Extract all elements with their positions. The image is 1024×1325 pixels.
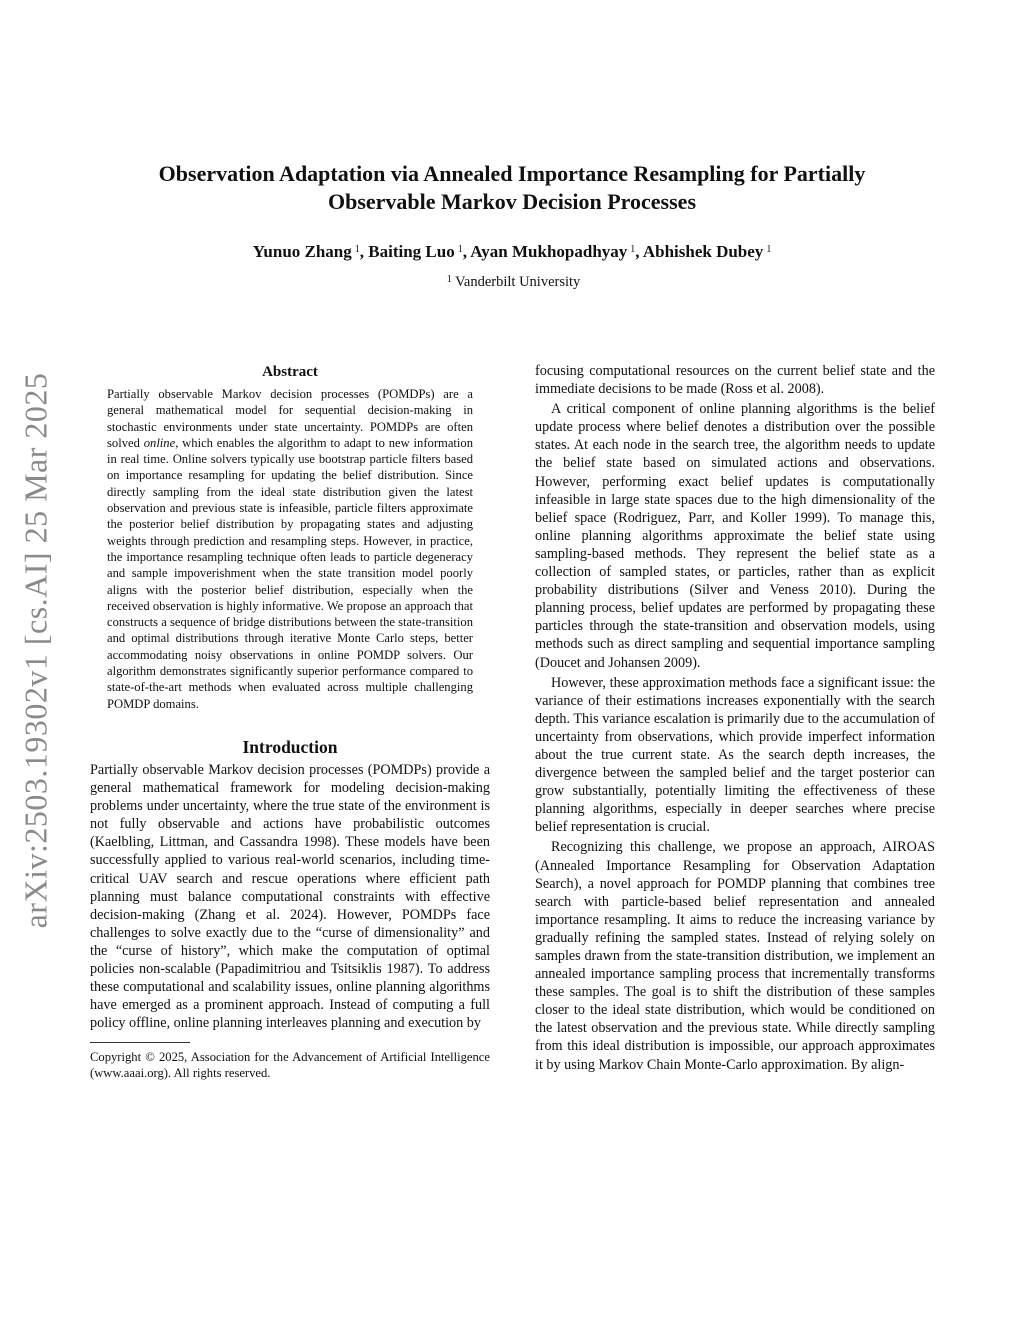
title-line-1: Observation Adaptation via Annealed Importance Resampling for Partially <box>158 161 866 186</box>
author-name: Abhishek Dubey <box>642 242 764 261</box>
abstract-text-part-1: Partially observable Markov decision processes (POMDPs) are a general mathematical model for sequential decision-making in stochastic environments under state uncertainty. POMDPs are often solved <box>107 387 473 450</box>
abstract-italic-term: online <box>143 435 176 450</box>
author-name: Baiting Luo <box>368 242 455 261</box>
author-affil-mark: 1 <box>354 244 360 255</box>
abstract-text-part-2: , which enables the algorithm to adapt to new information in real time. Online solvers typically use bootstrap particle filters based on importance resampling for updating the belief distribution. Since directly sampling from the ideal state distribution given the latest observation and previous state is infeasible, particle filters approximate the posterior belief distribution by propagating states and adjusting weights through prediction and resampling steps. However, in practice, the importance resampling technique often leads to particle degeneracy and sample impoverishment when the state transition model poorly aligns with the posterior belief distribution, especially when the received observation is highly informative. We propose an approach that constructs a sequence of bridge distributions between the state-transition and optimal distributions through iterative Monte Carlo steps, better accommodating noisy observations in online POMDP solvers. Our algorithm demonstrates significantly superior performance compared to state-of-the-art methods when evaluated across multiple challenging POMDP domains. <box>107 435 473 711</box>
introduction-heading: Introduction <box>242 736 338 757</box>
footnote-divider <box>90 1042 190 1043</box>
paper-title <box>100 160 924 216</box>
author-affil-mark: 1 <box>766 244 772 255</box>
copyright-footnote: Copyright © 2025, Association for the Advancement of Artificial Intelligence (www.aaai.org). All rights reserved. <box>90 1050 490 1081</box>
author-affil-mark: 1 <box>630 244 636 255</box>
arxiv-sidebar-stamp <box>8 355 64 945</box>
intro-paragraph-4: Recognizing this challenge, we propose an approach, AIROAS (Annealed Importance Resampling for Observation Adaptation Search), a novel approach for POMDP planning that combines tree search with particle-based belief representation and annealed importance resampling. It aims to reduce the increasing variance by gradually refining the sampled states. Instead of relying solely on samples drawn from the state-transition distribution, we implement an annealed importance sampling process that incrementally transforms these samples. The goal is to shift the distribution of these samples closer to the ideal state distribution, which would be conditioned on the latest observation and the previous state. While directly sampling from this ideal distribution is impossible, our approach approximates it by using Markov Chain Monte-Carlo approximation. By align- <box>535 839 935 1073</box>
affiliation-mark: 1 <box>446 274 452 285</box>
intro-paragraph-1-continued: focusing computational resources on the current belief state and the immediate decisions to be made (Ross et al. 2008). <box>535 363 935 398</box>
abstract-heading: Abstract <box>262 364 318 380</box>
intro-paragraph-1: Partially observable Markov decision processes (POMDPs) provide a general mathematical framework for modeling decision-making problems under uncertainty, where the true state of the environment is not fully observable and actions have probabilistic outcomes (Kaelbling, Littman, and Cassandra 1998). These models have been successfully applied to various real-world scenarios, including time-critical UAV search and rescue operations where efficient path planning must balance computational constraints with effective decision-making (Zhang et al. 2024). However, POMDPs face challenges to solve exactly due to the “curse of dimensionality” and the “curse of history”, which make the computation of optimal policies non-scalable (Papadimitriou and Tsitsiklis 1987). To address these computational and scalability issues, online planning algorithms have emerged as a prominent approach. Instead of computing a full policy offline, online planning interleaves planning and execution by <box>90 761 490 1032</box>
affiliation-name: Vanderbilt University <box>455 274 581 290</box>
title-line-2: Observable Markov Decision Processes <box>327 189 697 214</box>
author-name: Ayan Mukhopadhyay <box>470 242 628 261</box>
right-column <box>535 362 935 1074</box>
abstract-body <box>107 386 473 712</box>
intro-paragraph-3: However, these approximation methods face a significant issue: the variance of their estimations increases exponentially with the search depth. This variance escalation is primarily due to the accumulation of uncertainty from observations, which provide imperfect information about the true current state. As the search depth increases, the divergence between the sampled belief and the target posterior can grow substantially, potentially limiting the effectiveness of these planning algorithms, especially in deeper searches where precise belief representation is crucial. <box>535 674 935 836</box>
left-column <box>90 362 490 1081</box>
author-list: Yunuo Zhang $^1$, Baiting Luo $^1$, Ayan Mukhopadhyay $^1$, Abhishek Dubey $^1$ <box>252 242 772 261</box>
author-name: Yunuo Zhang <box>252 242 352 261</box>
author-affil-mark: 1 <box>457 244 463 255</box>
intro-paragraph-2: A critical component of online planning algorithms is the belief update process where belief denotes a distribution over the possible states. At each node in the search tree, the algorithm needs to update the belief state based on simulated actions and observations. However, performing exact belief updates is computationally infeasible in large state spaces due to the high dimensionality of the belief space (Rodriguez, Parr, and Koller 1999). To manage this, online planning algorithms approximate the belief state using sampling-based methods. They represent the belief state as a collection of sampled states, or particles, rather than as explicit probability distributions (Silver and Veness 2010). During the planning process, belief updates are performed by propagating these particles through the state-transition and observation models, using methods such as direct sampling and sequential importance sampling (Doucet and Johansen 2009). <box>535 401 935 671</box>
affiliation <box>100 272 924 292</box>
arxiv-stamp-text: arXiv:2503.19302v1 [cs.AI] 25 Mar 2025 <box>17 372 54 928</box>
